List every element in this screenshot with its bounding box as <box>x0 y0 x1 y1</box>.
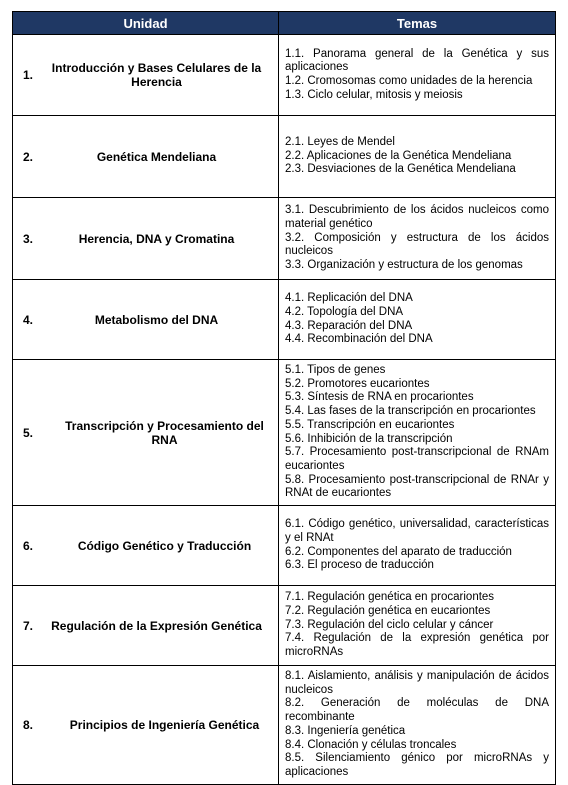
topic-item: 3.3. Organización y estructura de los genomas <box>285 259 523 272</box>
topic-item: 3.1. Descubrimiento de los ácidos nucleicos como material genético <box>285 204 549 230</box>
topic-item: 8.3. Ingeniería genética <box>285 724 406 737</box>
unit-row-7 <box>13 586 556 666</box>
topics-cell <box>279 506 556 586</box>
topic-item: 8.2. Generación de moléculas de DNA recombinante <box>285 697 549 724</box>
topic-item: 7.1. Regulación genética en procariontes <box>285 591 495 604</box>
unit-number: 5. <box>23 425 34 440</box>
topics-cell <box>279 116 556 198</box>
unit-cell <box>13 360 279 506</box>
unit-title: Regulación de la Expresión Genética <box>51 618 262 633</box>
header-row <box>13 12 556 35</box>
topic-item: 7.2. Regulación genética en eucariontes <box>285 604 491 617</box>
topics-cell <box>279 666 556 785</box>
unit-cell <box>13 35 279 116</box>
topic-item: 4.3. Reparación del DNA <box>285 319 413 332</box>
unit-row-6 <box>13 506 556 586</box>
unit-cell <box>13 198 279 280</box>
topic-item: 5.4. Las fases de la transcripción en procariontes <box>285 405 536 418</box>
unit-row-2 <box>13 116 556 198</box>
topic-item: 2.1. Leyes de Mendel <box>285 135 395 148</box>
topics-cell <box>279 280 556 360</box>
unit-row-4 <box>13 280 556 360</box>
unit-title: Genética Mendeliana <box>96 149 217 164</box>
topic-item: 2.2. Aplicaciones de la Genética Mendeliana <box>285 149 512 162</box>
unit-number: 1. <box>23 68 34 82</box>
topics-cell <box>279 360 556 506</box>
unit-number: 4. <box>23 312 34 327</box>
topic-item: 8.1. Aislamiento, análisis y manipulación de ácidos nucleicos <box>285 670 549 696</box>
topic-item: 1.1. Panorama general de la Genética y sus aplicaciones <box>285 47 549 74</box>
unit-column-header: Unidad <box>13 12 279 35</box>
unit-row-5 <box>13 360 556 506</box>
topic-item: 7.4. Regulación de la expresión genética por microRNAs <box>285 632 549 659</box>
unit-title: Metabolismo del DNA <box>94 312 219 327</box>
unit-number: 6. <box>23 538 34 553</box>
unit-cell <box>13 666 279 785</box>
topic-item: 8.5. Silenciamiento génico por microRNAs y aplicaciones <box>285 752 549 778</box>
topic-item: 2.3. Desviaciones de la Genética Mendeliana <box>285 163 516 176</box>
unit-title: Herencia, DNA y Cromatina <box>78 231 235 246</box>
topic-item: 1.3. Ciclo celular, mitosis y meiosis <box>285 88 463 101</box>
syllabus-table <box>12 11 556 785</box>
unit-number: 2. <box>23 149 34 164</box>
topic-item: 6.3. El proceso de traducción <box>285 559 434 572</box>
topic-item: 5.6. Inhibición de la transcripción <box>285 432 453 445</box>
topic-item: 4.1. Replicación del DNA <box>285 292 413 305</box>
topic-item: 4.4. Recombinación del DNA <box>285 333 433 346</box>
topics-cell <box>279 586 556 666</box>
unit-title: Transcripción y Procesamiento del RNA <box>65 418 264 447</box>
unit-number: 3. <box>23 231 34 246</box>
unit-cell <box>13 586 279 666</box>
unit-title: Código Genético y Traducción <box>77 538 252 553</box>
topic-item: 4.2. Topología del DNA <box>285 305 404 318</box>
topic-item: 6.1. Código genético, universalidad, características y el RNAt <box>285 518 549 544</box>
topic-item: 7.3. Regulación del ciclo celular y cáncer <box>285 618 494 631</box>
topic-item: 5.5. Transcripción en eucariontes <box>285 418 455 431</box>
topics-cell <box>279 35 556 116</box>
unit-cell <box>13 506 279 586</box>
topic-item: 5.8. Procesamiento post-transcripcional de RNAr y RNAt de eucariontes <box>285 473 549 500</box>
unit-cell <box>13 116 279 198</box>
topic-item: 5.7. Procesamiento post-transcripcional de RNAm eucariontes <box>285 446 549 472</box>
unit-row-1 <box>13 35 556 116</box>
unit-cell <box>13 280 279 360</box>
unit-row-3 <box>13 198 556 280</box>
unit-row-8 <box>13 666 556 785</box>
topics-column-header: Temas <box>279 12 556 35</box>
topic-item: 5.1. Tipos de genes <box>285 364 386 376</box>
unit-title: Introducción y Bases Celulares de la Herencia <box>51 61 262 89</box>
topic-item: 1.2. Cromosomas como unidades de la herencia <box>285 75 533 87</box>
topic-item: 8.4. Clonación y células troncales <box>285 738 457 751</box>
topic-item: 5.2. Promotores eucariontes <box>285 377 430 390</box>
topic-item: 3.2. Composición y estructura de los ácidos nucleicos <box>285 231 549 258</box>
unit-number: 8. <box>23 717 34 732</box>
unit-title: Principios de Ingeniería Genética <box>69 717 260 732</box>
topic-item: 6.2. Componentes del aparato de traducción <box>285 545 512 558</box>
unit-number: 7. <box>23 618 34 633</box>
topics-cell <box>279 198 556 280</box>
topic-item: 5.3. Síntesis de RNA en procariontes <box>285 391 474 404</box>
